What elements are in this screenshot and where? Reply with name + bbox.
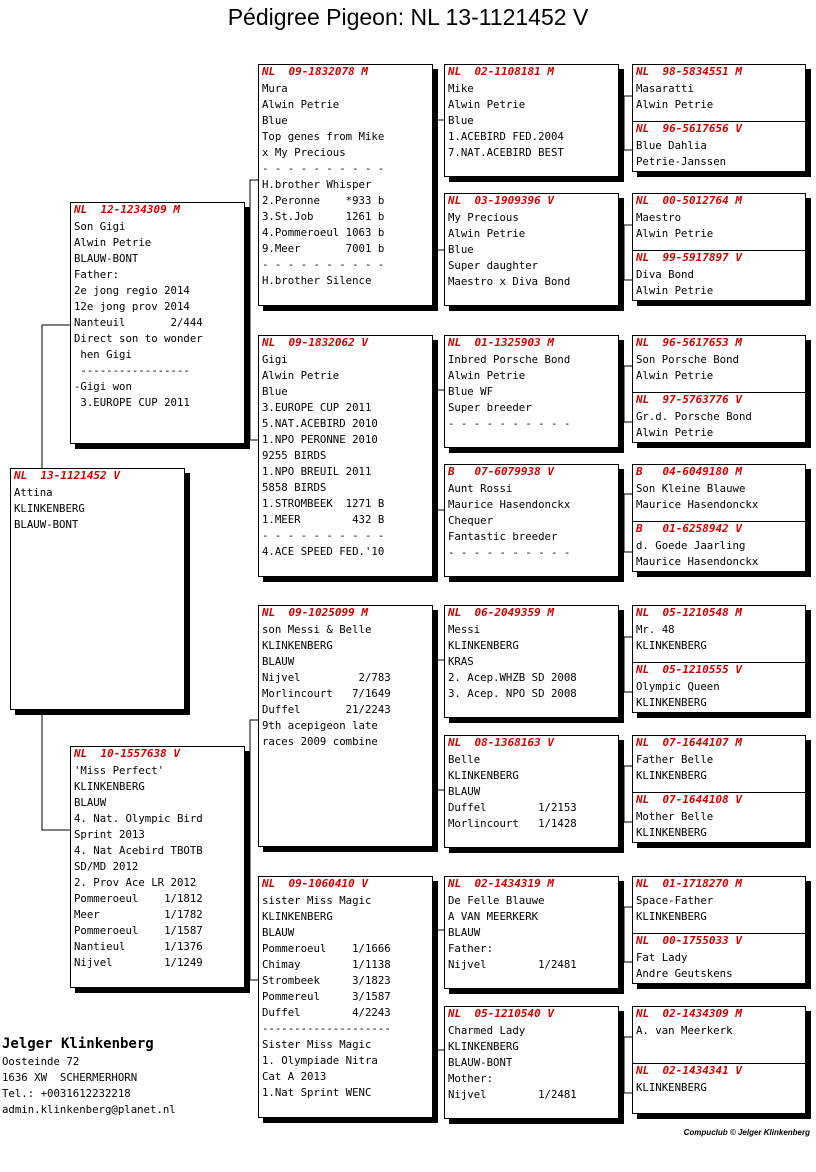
card-line: 1.NPO BREUIL 2011	[262, 465, 372, 478]
card-line: Maurice Hasendonckx	[636, 498, 759, 511]
ring-number: NL 96-5617656 V	[636, 122, 742, 135]
card-line: Morlincourt 7/1649	[262, 687, 391, 700]
card-line: Andre Geutskens	[636, 967, 733, 980]
card-line: races 2009 combine	[262, 735, 378, 748]
card-line: KLINKENBERG	[636, 826, 707, 839]
pedigree-card-gen2-2	[258, 605, 433, 847]
card-line: Maurice Hasendonckx	[448, 498, 571, 511]
card-line: Son Porsche Bond	[636, 353, 739, 366]
card-line: Blue	[262, 114, 288, 127]
pedigree-card-gen2-0	[258, 64, 433, 306]
ring-number: NL 05-1210555 V	[636, 663, 742, 676]
card-line: Pommeroeul 1/1812	[74, 892, 203, 905]
ring-number: NL 01-1325903 M	[448, 336, 554, 349]
card-line: Alwin Petrie	[448, 227, 526, 240]
card-line: BLAUW	[262, 926, 295, 939]
card-line: Fantastic breeder	[448, 530, 558, 543]
card-line: KLINKENBERG	[262, 910, 333, 923]
card-line: Gr.d. Porsche Bond	[636, 410, 752, 423]
ring-number: NL 09-1025099 M	[262, 606, 368, 619]
card-line: Blue	[448, 114, 474, 127]
pedigree-card-gen4-2	[632, 193, 806, 251]
card-line: Mike	[448, 82, 474, 95]
card-line: H.brother Silence	[262, 274, 372, 287]
pedigree-card-gen3-6	[444, 876, 619, 989]
card-line: Alwin Petrie	[636, 227, 714, 240]
pedigree-card-gen4-15	[632, 1063, 806, 1114]
pedigree-card-gen4-5	[632, 392, 806, 443]
card-line: Alwin Petrie	[262, 369, 340, 382]
card-line: Alwin Petrie	[636, 426, 714, 439]
card-line: Charmed Lady	[448, 1024, 526, 1037]
card-line: Nanteuil 2/444	[74, 316, 203, 329]
card-line: BLAUW	[448, 926, 481, 939]
pedigree-card-gen4-7	[632, 521, 806, 572]
pedigree-card-gen2-1	[258, 335, 433, 577]
card-line: 'Miss Perfect'	[74, 764, 165, 777]
ring-number: B 04-6049180 M	[636, 465, 742, 478]
footer-copyright: Compuclub © Jelger Klinkenberg	[683, 1128, 810, 1137]
card-line: - - - - - - - - - -	[262, 258, 385, 271]
card-line: 1.NPO PERONNE 2010	[262, 433, 378, 446]
card-line: Father Belle	[636, 753, 714, 766]
card-line: 1.MEER 432 B	[262, 513, 385, 526]
card-line: d. Goede Jaarling	[636, 539, 746, 552]
ring-number: NL 08-1368163 V	[448, 736, 554, 749]
pedigree-card-gen3-2	[444, 335, 619, 448]
card-line: Chequer	[448, 514, 494, 527]
card-line: Mura	[262, 82, 288, 95]
card-line: KLINKENBERG	[448, 769, 519, 782]
card-line: KLINKENBERG	[14, 502, 85, 515]
card-line: 5.NAT.ACEBIRD 2010	[262, 417, 378, 430]
card-line: KLINKENBERG	[448, 1040, 519, 1053]
pedigree-card-gen4-12	[632, 876, 806, 934]
card-line: Pommereul 3/1587	[262, 990, 391, 1003]
card-line: Alwin Petrie	[636, 284, 714, 297]
ring-number: NL 96-5617653 M	[636, 336, 742, 349]
card-line: Father:	[448, 942, 494, 955]
card-line: Pommeroeul 1/1587	[74, 924, 203, 937]
card-line: A VAN MEERKERK	[448, 910, 539, 923]
card-line: Duffel 21/2243	[262, 703, 391, 716]
ring-number: NL 00-1755033 V	[636, 934, 742, 947]
card-line: 7.NAT.ACEBIRD BEST	[448, 146, 564, 159]
card-line: Nijvel 1/1249	[74, 956, 203, 969]
pedigree-card-gen4-0	[632, 64, 806, 122]
card-line: Nijvel 1/2481	[448, 958, 577, 971]
card-line: - - - - - - - - - -	[448, 417, 571, 430]
card-line: Alwin Petrie	[636, 98, 714, 111]
card-line: Maestro x Diva Bond	[448, 275, 571, 288]
card-line: My Precious	[448, 211, 519, 224]
card-line: Alwin Petrie	[448, 98, 526, 111]
card-line: Nantieul 1/1376	[74, 940, 203, 953]
card-line: 4. Nat Acebird TBOTB	[74, 844, 203, 857]
card-line: Blue Dahlia	[636, 139, 707, 152]
card-line: - - - - - - - - - -	[262, 529, 385, 542]
owner-email: admin.klinkenberg@planet.nl	[2, 1103, 176, 1116]
card-line: Petrie-Janssen	[636, 155, 727, 168]
card-line: 12e jong prov 2014	[74, 300, 190, 313]
card-line: Son Gigi	[74, 220, 126, 233]
card-line: sister Miss Magic	[262, 894, 372, 907]
ring-number: NL 12-1234309 M	[74, 203, 180, 216]
ring-number: B 07-6079938 V	[448, 465, 554, 478]
card-line: 2. Prov Ace LR 2012	[74, 876, 197, 889]
ring-number: NL 02-1434341 V	[636, 1064, 742, 1077]
card-line: Mother:	[448, 1072, 494, 1085]
card-line: Strombeek 3/1823	[262, 974, 391, 987]
card-line: Maestro	[636, 211, 682, 224]
card-line: --------------------	[262, 1022, 391, 1035]
card-line: Pommeroeul 1/1666	[262, 942, 391, 955]
card-line: Alwin Petrie	[262, 98, 340, 111]
card-line: Alwin Petrie	[74, 236, 152, 249]
ring-number: NL 09-1832062 V	[262, 336, 368, 349]
ring-number: NL 02-1434319 M	[448, 877, 554, 890]
ring-number: NL 05-1210540 V	[448, 1007, 554, 1020]
card-line: 1. Olympiade Nitra	[262, 1054, 378, 1067]
page-title: Pédigree Pigeon: NL 13-1121452 V	[227, 4, 589, 30]
card-line: 2e jong regio 2014	[74, 284, 190, 297]
pedigree-card-gen3-1	[444, 193, 619, 306]
pedigree-card-gen3-4	[444, 605, 619, 718]
card-line: KLINKENBERG	[636, 639, 707, 652]
ring-number: NL 98-5834551 M	[636, 65, 742, 78]
card-line: Direct son to wonder	[74, 332, 203, 345]
card-line: KLINKENBERG	[636, 769, 707, 782]
pedigree-card-dam	[70, 746, 245, 988]
pedigree-card-gen3-7	[444, 1006, 619, 1119]
pedigree-card-gen3-3	[444, 464, 619, 577]
pedigree-card-gen2-3	[258, 876, 433, 1118]
card-line: Mr. 48	[636, 623, 675, 636]
ring-number: NL 09-1832078 M	[262, 65, 368, 78]
card-line: -Gigi won	[74, 380, 132, 393]
card-line: Masaratti	[636, 82, 694, 95]
card-line: Father:	[74, 268, 120, 281]
card-line: Super daughter	[448, 259, 539, 272]
ring-number: NL 99-5917897 V	[636, 251, 742, 264]
ring-number: NL 00-5012764 M	[636, 194, 742, 207]
ring-number: NL 09-1060410 V	[262, 877, 368, 890]
pedigree-card-gen4-9	[632, 662, 806, 713]
card-line: A. van Meerkerk	[636, 1024, 733, 1037]
pedigree-card-gen4-8	[632, 605, 806, 663]
pedigree-card-sire	[70, 202, 245, 444]
ring-number: B 01-6258942 V	[636, 522, 742, 535]
card-line: Chimay 1/1138	[262, 958, 391, 971]
card-line: Mother Belle	[636, 810, 714, 823]
card-line: Alwin Petrie	[636, 369, 714, 382]
card-line: KLINKENBERG	[636, 1081, 707, 1094]
card-line: 4. Nat. Olympic Bird	[74, 812, 203, 825]
card-line: x My Precious	[262, 146, 346, 159]
card-line: Cat A 2013	[262, 1070, 327, 1083]
card-line: Super breeder	[448, 401, 532, 414]
ring-number: NL 97-5763776 V	[636, 393, 742, 406]
card-line: Messi	[448, 623, 481, 636]
card-line: - - - - - - - - - -	[448, 546, 571, 559]
card-line: Attina	[14, 486, 53, 499]
card-line: BLAUW	[262, 655, 295, 668]
pedigree-card-gen4-14	[632, 1006, 806, 1064]
card-line: KLINKENBERG	[448, 639, 519, 652]
card-line: BLAUW-BONT	[14, 518, 79, 531]
owner-phone: Tel.: +0031612232218	[2, 1087, 131, 1100]
card-line: KLINKENBERG	[636, 696, 707, 709]
ring-number: NL 03-1909396 V	[448, 194, 554, 207]
card-line: KLINKENBERG	[262, 639, 333, 652]
card-line: H.brother Whisper	[262, 178, 372, 191]
card-line: -----------------	[74, 364, 190, 377]
card-line: Blue	[448, 243, 474, 256]
card-line: Sister Miss Magic	[262, 1038, 372, 1051]
card-line: 9.Meer 7001 b	[262, 242, 385, 255]
card-line: Nijvel 1/2481	[448, 1088, 577, 1101]
pedigree-card-gen4-11	[632, 792, 806, 843]
card-line: KLINKENBERG	[74, 780, 145, 793]
card-line: 1.Nat Sprint WENC	[262, 1086, 372, 1099]
card-line: Aunt Rossi	[448, 482, 513, 495]
card-line: 1.STROMBEEK 1271 B	[262, 497, 385, 510]
pedigree-card-gen4-4	[632, 335, 806, 393]
pedigree-card-gen4-1	[632, 121, 806, 172]
card-line: Nijvel 2/783	[262, 671, 391, 684]
card-line: Gigi	[262, 353, 288, 366]
card-line: De Felle Blauwe	[448, 894, 545, 907]
card-line: Diva Bond	[636, 268, 694, 281]
card-line: Son Kleine Blauwe	[636, 482, 746, 495]
pedigree-card-gen3-0	[444, 64, 619, 177]
card-line: Top genes from Mike	[262, 130, 385, 143]
ring-number: NL 02-1108181 M	[448, 65, 554, 78]
card-line: KRAS	[448, 655, 474, 668]
card-line: 9th acepigeon late	[262, 719, 378, 732]
pedigree-card-gen3-5	[444, 735, 619, 848]
card-line: SD/MD 2012	[74, 860, 139, 873]
card-line: Fat Lady	[636, 951, 688, 964]
ring-number: NL 10-1557638 V	[74, 747, 180, 760]
ring-number: NL 02-1434309 M	[636, 1007, 742, 1020]
card-line: 3. Acep. NPO SD 2008	[448, 687, 577, 700]
pedigree-card-gen4-13	[632, 933, 806, 984]
card-line: 3.EUROPE CUP 2011	[74, 396, 190, 409]
ring-number: NL 06-2049359 M	[448, 606, 554, 619]
card-line: Space-Father	[636, 894, 714, 907]
pedigree-card-gen4-6	[632, 464, 806, 522]
card-line: Sprint 2013	[74, 828, 145, 841]
card-line: BLAUW	[74, 796, 107, 809]
card-line: son Messi & Belle	[262, 623, 372, 636]
card-line: - - - - - - - - - -	[262, 162, 385, 175]
card-line: 3.EUROPE CUP 2011	[262, 401, 372, 414]
card-line: 9255 BIRDS	[262, 449, 327, 462]
card-line: BLAUW-BONT	[448, 1056, 513, 1069]
owner-name: Jelger Klinkenberg	[2, 1036, 154, 1052]
ring-number: NL 05-1210548 M	[636, 606, 742, 619]
card-line: Blue WF	[448, 385, 494, 398]
owner-city: 1636 XW SCHERMERHORN	[2, 1071, 138, 1084]
card-line: 2. Acep.WHZB SD 2008	[448, 671, 577, 684]
pedigree-card-gen4-10	[632, 735, 806, 793]
card-line: Belle	[448, 753, 481, 766]
ring-number: NL 13-1121452 V	[14, 469, 120, 482]
ring-number: NL 07-1644107 M	[636, 736, 742, 749]
card-line: hen Gigi	[74, 348, 132, 361]
card-line: Blue	[262, 385, 288, 398]
card-line: Alwin Petrie	[448, 369, 526, 382]
card-line: 1.ACEBIRD FED.2004	[448, 130, 564, 143]
owner-block	[2, 1034, 176, 1118]
pedigree-card-subject	[10, 468, 185, 710]
ring-number: NL 07-1644108 V	[636, 793, 742, 806]
card-line: Meer 1/1782	[74, 908, 203, 921]
card-line: Morlincourt 1/1428	[448, 817, 577, 830]
card-line: Inbred Porsche Bond	[448, 353, 571, 366]
card-line: BLAUW-BONT	[74, 252, 139, 265]
card-line: Olympic Queen	[636, 680, 720, 693]
pedigree-card-gen4-3	[632, 250, 806, 301]
card-line: Duffel 1/2153	[448, 801, 577, 814]
card-line: 4.Pommeroeul 1063 b	[262, 226, 385, 239]
card-line: Maurice Hasendonckx	[636, 555, 759, 568]
ring-number: NL 01-1718270 M	[636, 877, 742, 890]
card-line: BLAUW	[448, 785, 481, 798]
card-line: 2.Peronne *933 b	[262, 194, 385, 207]
card-line: Duffel 4/2243	[262, 1006, 391, 1019]
card-line: KLINKENBERG	[636, 910, 707, 923]
card-line: 3.St.Job 1261 b	[262, 210, 385, 223]
owner-address: Oosteinde 72	[2, 1055, 80, 1068]
card-line: 4.ACE SPEED FED.'10	[262, 545, 385, 558]
card-line: 5858 BIRDS	[262, 481, 327, 494]
